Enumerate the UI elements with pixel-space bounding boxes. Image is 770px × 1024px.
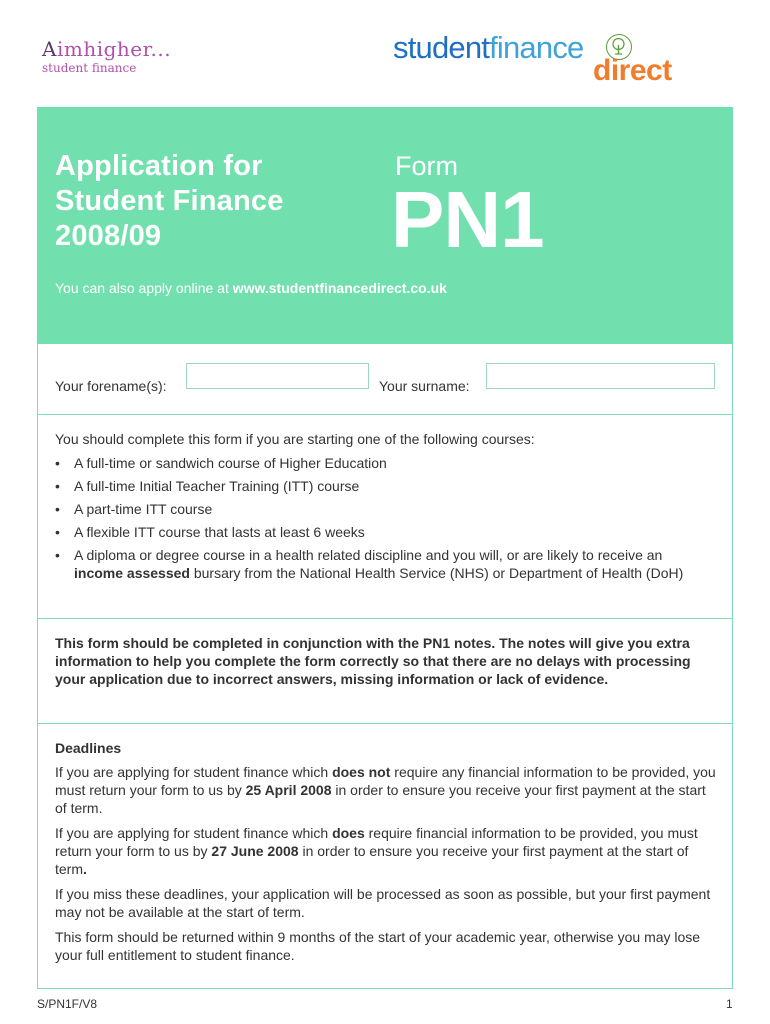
forename-label: Your forename(s): — [55, 378, 167, 394]
deadline-paragraph-1: If you are applying for student finance which does not require any financial information to be provided, you must return your form to us by 25 April 2008 in order to ensure you receive your first payment at the start of term. — [55, 764, 716, 816]
aimhigher-wordmark: Aimhigher... — [42, 37, 172, 61]
names-section — [37, 344, 733, 415]
notice-text: This form should be completed in conjunction with the PN1 notes. The notes will give you extra information to help you complete the form correctly so that there are no delays with processing your application due to incorrect answers, missing information or lack of evidence. — [55, 635, 691, 687]
form-reference: S/PN1F/V8 — [37, 997, 98, 1011]
courses-intro: You should complete this form if you are starting one of the following courses: — [55, 431, 535, 447]
deadlines-section — [37, 723, 733, 989]
deadline-paragraph-2: If you are applying for student finance which does require financial information to be provided, you must return your form to us by 27 June 2008 in order to ensure you receive your first payment at the start of term. — [55, 825, 698, 877]
page-title: Application for Student Finance 2008/09 — [55, 150, 284, 252]
form-label: Form — [395, 151, 458, 181]
courses-list — [55, 454, 715, 582]
list-item: • A diploma or degree course in a health related discipline and you will, or are likely to receive an income assessed bursary from the National Health Service (NHS) or Department of Health (DoH) — [55, 547, 684, 581]
sfd-direct: direct — [593, 54, 672, 87]
deadlines-heading: Deadlines — [55, 740, 122, 756]
online-apply-text: You can also apply online at www.studentfinancedirect.co.uk — [55, 280, 447, 296]
notes-notice — [37, 618, 733, 724]
forename-field[interactable] — [186, 363, 369, 389]
student-finance-direct-logo — [393, 30, 693, 90]
surname-field[interactable] — [486, 363, 715, 389]
sfd-wordmark: studentfinance — [393, 30, 584, 65]
courses-section — [37, 414, 733, 619]
form-code: PN1 — [391, 175, 544, 264]
list-item: • A full-time or sandwich course of Higher Education — [55, 455, 387, 471]
aimhigher-logo — [42, 38, 171, 75]
surname-label: Your surname: — [379, 378, 470, 394]
deadline-paragraph-3: If you miss these deadlines, your application will be processed as soon as possible, but your first payment may not be available at the start of term. — [55, 886, 711, 920]
list-item: • A full-time Initial Teacher Training (ITT) course — [55, 478, 360, 494]
website-link[interactable]: www.studentfinancedirect.co.uk — [232, 280, 447, 296]
list-item: • A part-time ITT course — [55, 501, 213, 517]
header-banner — [37, 107, 733, 345]
deadline-paragraph-4: This form should be returned within 9 months of the start of your academic year, otherwise you may lose your full entitlement to student finance. — [55, 929, 701, 963]
list-item: • A flexible ITT course that lasts at least 6 weeks — [55, 524, 365, 540]
page-number: 1 — [726, 997, 733, 1011]
aimhigher-subtitle: student finance — [42, 61, 137, 75]
